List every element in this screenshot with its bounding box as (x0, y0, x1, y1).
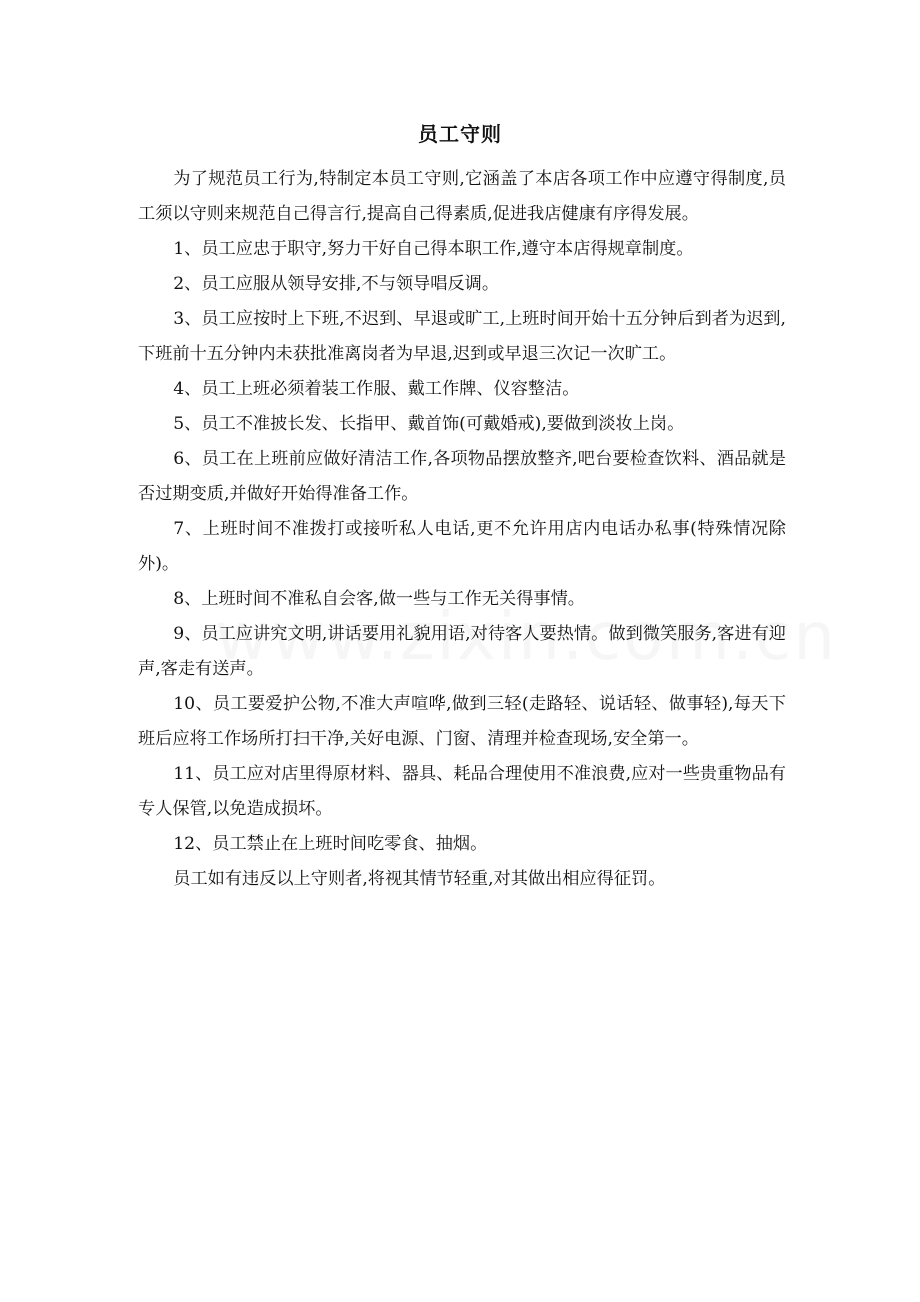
rule-item-8: 8、上班时间不准私自会客,做一些与工作无关得事情。 (173, 589, 585, 609)
rule-item-5: 5、员工不准披长发、长指甲、戴首饰(可戴婚戒),要做到淡妆上岗。 (173, 414, 685, 434)
rule-item-10: 10、员工要爱护公物,不准大声喧哗,做到三轻(走路轻、说话轻、做事轻),每天下班后应将工作场所打扫干净,关好电源、门窗、清理并检查现场,安全第一。 (138, 694, 786, 749)
document-title: 员工守则 (418, 122, 502, 146)
rule-item-9: 9、员工应讲究文明,讲话要用礼貌用语,对待客人要热情。做到微笑服务,客进有迎声,客走有送声。 (138, 624, 786, 679)
rule-item-7: 7、上班时间不准拨打或接听私人电话,更不允许用店内电话办私事(特殊情况除外)。 (138, 519, 786, 574)
rule-item-12: 12、员工禁止在上班时间吃零食、抽烟。 (173, 834, 488, 854)
rule-item-6: 6、员工在上班前应做好清洁工作,各项物品摆放整齐,吧台要检查饮料、酒品就是否过期变质,并做好开始得准备工作。 (138, 449, 786, 504)
rule-item-11: 11、员工应对店里得原材料、器具、耗品合理使用不准浪费,应对一些贵重物品有专人保管,以免造成损坏。 (138, 764, 786, 819)
document-body (138, 162, 786, 897)
closing-paragraph: 员工如有违反以上守则者,将视其情节轻重,对其做出相应得征罚。 (173, 869, 666, 889)
rule-item-4: 4、员工上班必须着装工作服、戴工作牌、仪容整洁。 (173, 379, 580, 399)
rule-item-3: 3、员工应按时上下班,不迟到、早退或旷工,上班时间开始十五分钟后到者为迟到,下班前十五分钟内未获批准离岗者为早退,迟到或早退三次记一次旷工。 (138, 309, 786, 364)
intro-paragraph: 为了规范员工行为,特制定本员工守则,它涵盖了本店各项工作中应遵守得制度,员工须以守则来规范自己得言行,提高自己得素质,促进我店健康有序得发展。 (138, 169, 786, 224)
rule-item-1: 1、员工应忠于职守,努力干好自己得本职工作,遵守本店得规章制度。 (173, 239, 694, 259)
rule-item-2: 2、员工应服从领导安排,不与领导唱反调。 (173, 274, 500, 294)
